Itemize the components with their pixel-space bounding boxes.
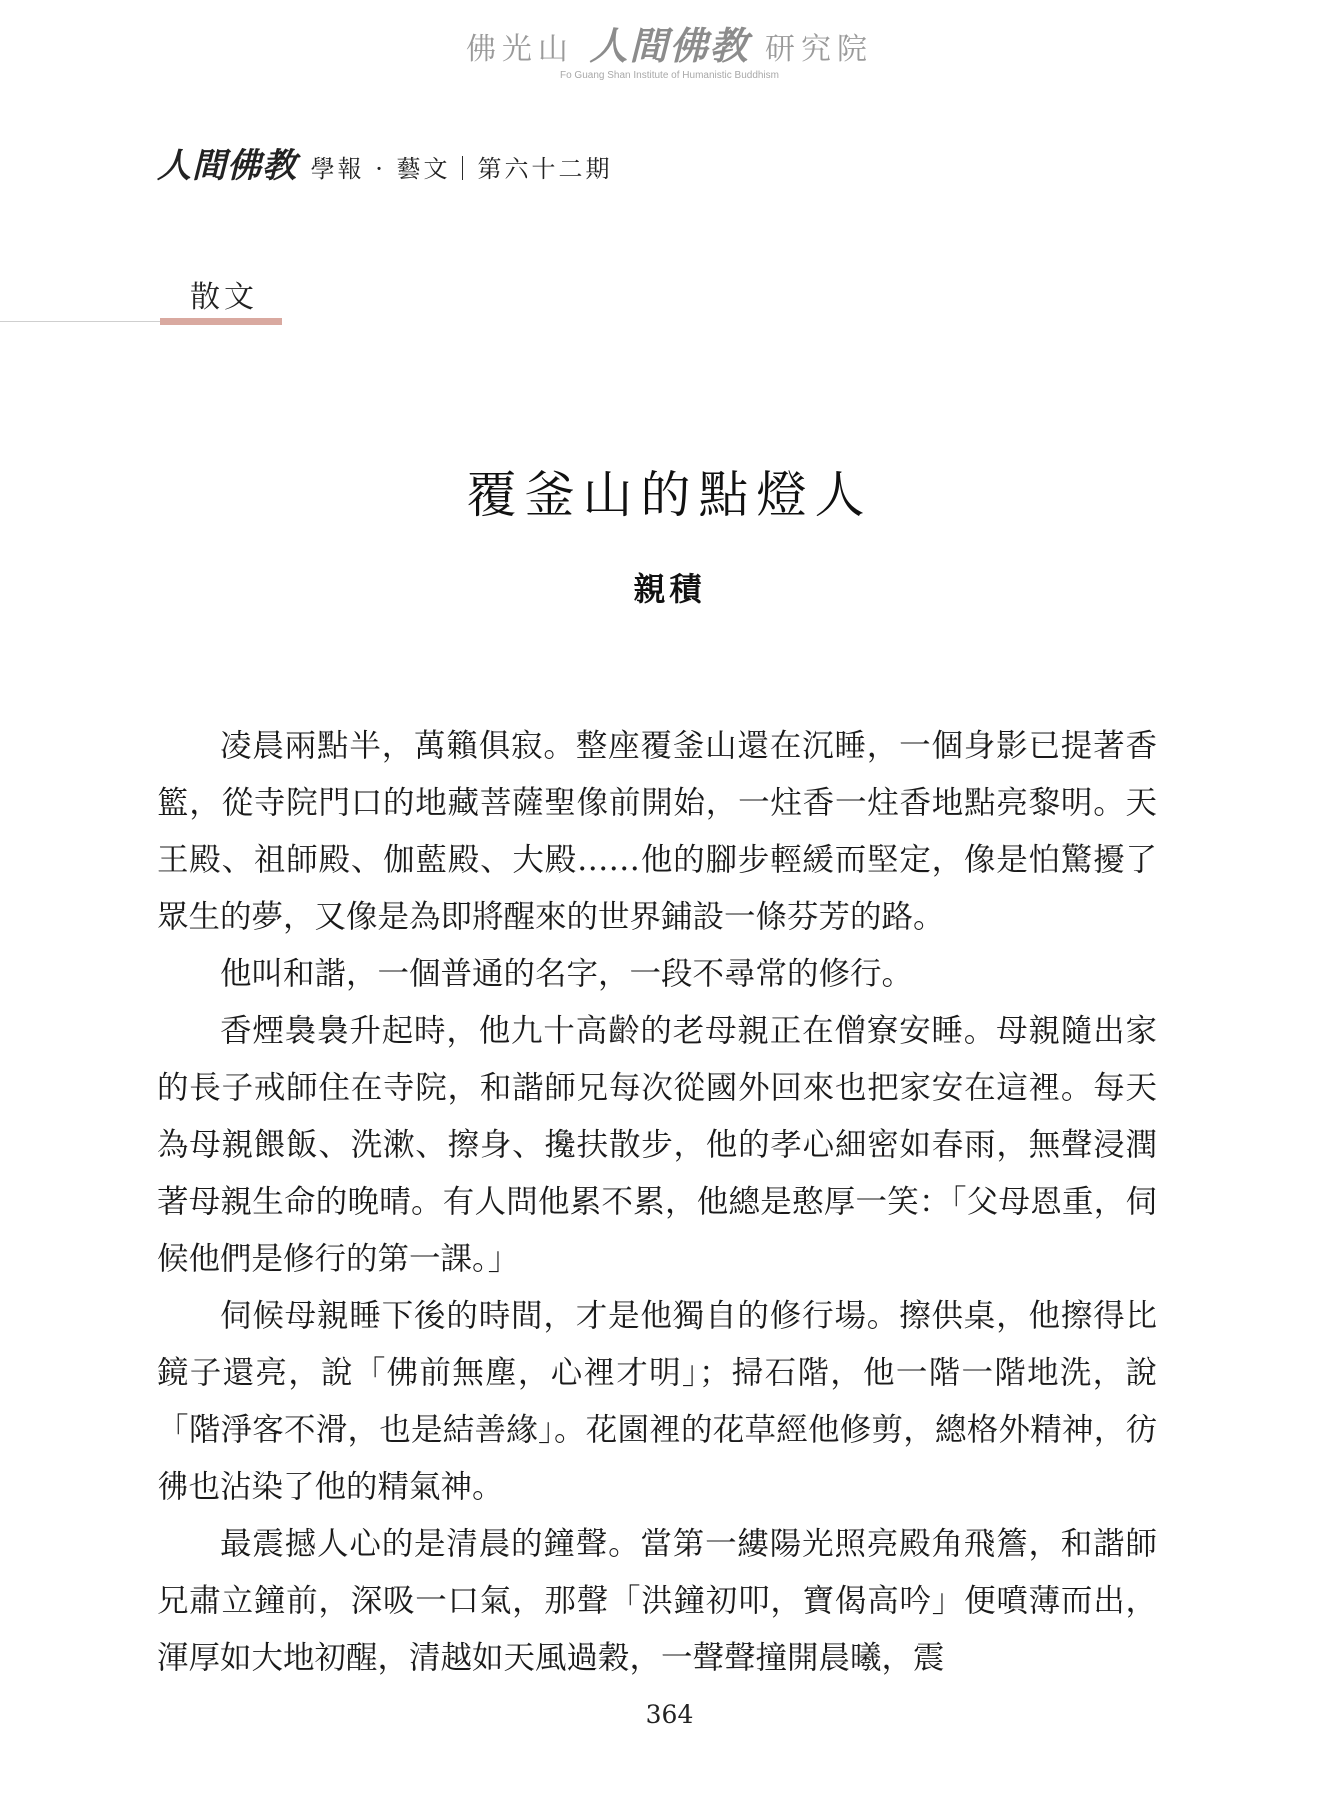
section-accent-bar [160, 318, 282, 325]
paragraph: 最震撼人心的是清晨的鐘聲。當第一縷陽光照亮殿角飛簷，和諧師兄肅立鐘前，深吸一口氣，那聲「洪鐘初叩，寶偈高吟」便噴薄而出，渾厚如大地初醒，清越如天風過穀，一聲聲撞開晨曦，震 [157, 1526, 1157, 1676]
banner-part1: 佛光山 [465, 32, 574, 67]
paragraph: 香煙裊裊升起時，他九十高齡的老母親正在僧寮安睡。母親隨出家的長子戒師住在寺院，和諧師兄每次從國外回來也把家安在這裡。每天為母親餵飯、洗漱、擦身、攙扶散步，他的孝心細密如春雨，無聲浸潤著母親生命的晚晴。有人問他累不累，他總是憨厚一笑：「父母恩重，伺候他們是修行的第一課。」 [157, 1013, 1157, 1277]
paragraph: 伺候母親睡下後的時間，才是他獨自的修行場。擦供桌，他擦得比鏡子還亮，說「佛前無塵，心裡才明」；掃石階，他一階一階地洗，說「階淨客不滑，也是結善緣」。花園裡的花草經他修剪，總格外精神，彷彿也沾染了他的精氣神。 [157, 1298, 1157, 1505]
journal-logo: 人間佛教 [157, 146, 297, 186]
article-title: 覆釜山的點燈人 [466, 466, 873, 524]
paragraph: 他叫和諧，一個普通的名字，一段不尋常的修行。 [220, 956, 914, 992]
running-head [157, 138, 613, 187]
section-label: 散文 [190, 280, 258, 315]
running-head-text: 學報 · 藝文｜第六十二期 [310, 155, 613, 183]
institute-name [0, 23, 1339, 68]
institute-english-name: Fo Guang Shan Institute of Humanistic Buddhism [559, 70, 779, 81]
paragraph: 凌晨兩點半，萬籟俱寂。整座覆釜山還在沉睡，一個身影已提著香籃，從寺院門口的地藏菩薩聖像前開始，一炷香一炷香地點亮黎明。天王殿、祖師殿、伽藍殿、大殿……他的腳步輕緩而堅定，像是怕驚擾了眾生的夢，又像是為即將醒來的世界鋪設一條芬芳的路。 [157, 728, 1157, 935]
institute-logo: 人間佛教 [589, 23, 750, 68]
institute-banner [0, 23, 1339, 81]
article-body [157, 718, 1157, 1687]
page-number: 364 [645, 1700, 694, 1729]
author-name: 親積 [633, 570, 706, 608]
banner-part2: 研究院 [765, 32, 874, 67]
